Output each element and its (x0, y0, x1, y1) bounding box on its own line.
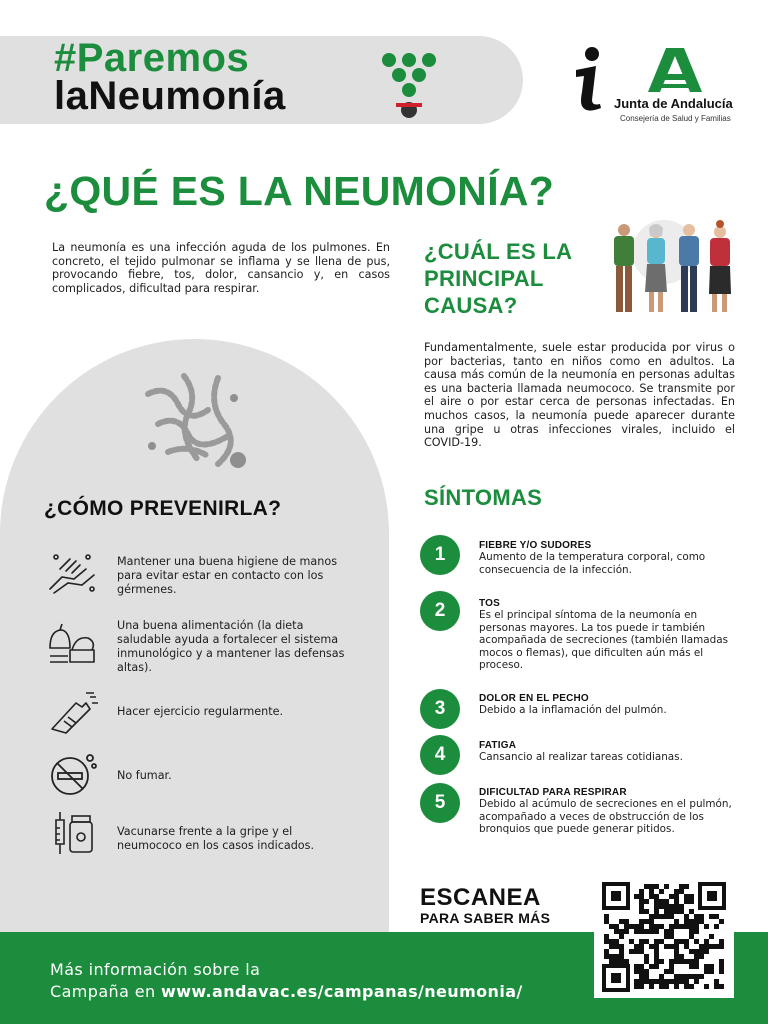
symptoms-heading: SÍNTOMAS (424, 485, 543, 510)
footer-info-prefix: Campaña en (50, 982, 162, 1001)
prevention-item-text: Una buena alimentación (la dieta saludable ayuda a fortalecer el sistema inmunológico y a mantener las defensas altas). (117, 619, 345, 674)
symptom-number-badge: 5 (420, 783, 460, 823)
scan-subheading: PARA SABER MÁS (420, 910, 551, 926)
symptom-heading: FIEBRE Y/O SUDORES (479, 540, 592, 551)
symptom-description: Aumento de la temperatura corporal, como consecuencia de la infección. (479, 551, 706, 576)
org-department: Consejería de Salud y Familias (620, 114, 731, 123)
vaccine-icon (46, 810, 98, 856)
symptom-description: Debido al acúmulo de secreciones en el pulmón, acompañado a veces de obstrucción de los bronquios que puede generar pitidos. (479, 798, 732, 836)
scan-heading: ESCANEA (420, 884, 541, 911)
qr-code-icon[interactable] (594, 876, 734, 998)
symptom-heading: TOS (479, 598, 500, 609)
footer-info-line1: Más información sobre la (50, 960, 261, 979)
campaign-url-link[interactable]: www.andavac.es/campanas/neumonia/ (161, 982, 523, 1001)
hand-washing-icon (46, 549, 98, 595)
running-shoe-icon (46, 689, 98, 735)
prevention-item-text: Mantener una buena higiene de manos para evitar estar en contacto con los gérmenes. (117, 555, 338, 596)
campaign-logo-icon (378, 50, 440, 120)
no-smoking-icon (46, 750, 98, 796)
junta-andalucia-logo-icon (646, 46, 704, 94)
symptom-heading: FATIGA (479, 740, 517, 751)
prevention-heading: ¿CÓMO PREVENIRLA? (44, 497, 282, 520)
elderly-people-illustration-icon (604, 214, 740, 322)
symptom-number-badge: 3 (420, 689, 460, 729)
symptom-heading: DOLOR EN EL PECHO (479, 693, 589, 704)
healthy-food-icon (46, 620, 98, 666)
symptom-number-badge: 1 (420, 535, 460, 575)
page-title: ¿QUÉ ES LA NEUMONÍA? (44, 168, 555, 214)
prevention-item-text: No fumar. (117, 769, 172, 782)
symptom-number-badge: 4 (420, 735, 460, 775)
footer-info-line2 (50, 982, 523, 1001)
intro-paragraph: La neumonía es una infección aguda de los pulmones. En concreto, el tejido pulmonar se inflama y se llena de pus, provocando fiebre, tos, dolor, cansancio y, en casos complicados, dificultad para respirar. (52, 241, 390, 295)
symptom-description: Es el principal síntoma de la neumonía en personas mayores. La tos puede ir también acompañada de secreciones (también llamadas mocos o flemas), que dificulten aún más el proceso. (479, 609, 729, 672)
symptom-description: Cansancio al realizar tareas cotidianas. (479, 751, 683, 763)
qr-code-frame[interactable] (594, 876, 734, 998)
prevention-item-text: Vacunarse frente a la gripe y el neumococo en los casos indicados. (117, 825, 315, 852)
symptom-number-badge: 2 (420, 591, 460, 631)
symptom-description: Debido a la inflamación del pulmón. (479, 704, 667, 716)
prevention-item-text: Hacer ejercicio regularmente. (117, 705, 284, 718)
cause-heading: ¿CUÁL ES LA PRINCIPAL CAUSA? (424, 239, 572, 318)
campaign-hashtag-line1: #Paremos (54, 36, 250, 80)
info-i-icon (570, 46, 606, 112)
campaign-hashtag-line2: laNeumonía (54, 74, 286, 118)
bacteria-illustration-icon (138, 364, 254, 476)
symptom-heading: DIFICULTAD PARA RESPIRAR (479, 787, 627, 798)
cause-paragraph: Fundamentalmente, suele estar producida por virus o por bacterias, tanto en niños como en adultos. La causa más común de la neumonía en personas adultas es una bacteria llamada neumococo. Se transmite por el aire o por estar cerca de personas infectadas. En muchos casos, la neumonía puede aparecer durante una gripe u otras infecciones virales, incluido el COVID-19. (424, 341, 735, 450)
org-name: Junta de Andalucía (614, 96, 733, 111)
